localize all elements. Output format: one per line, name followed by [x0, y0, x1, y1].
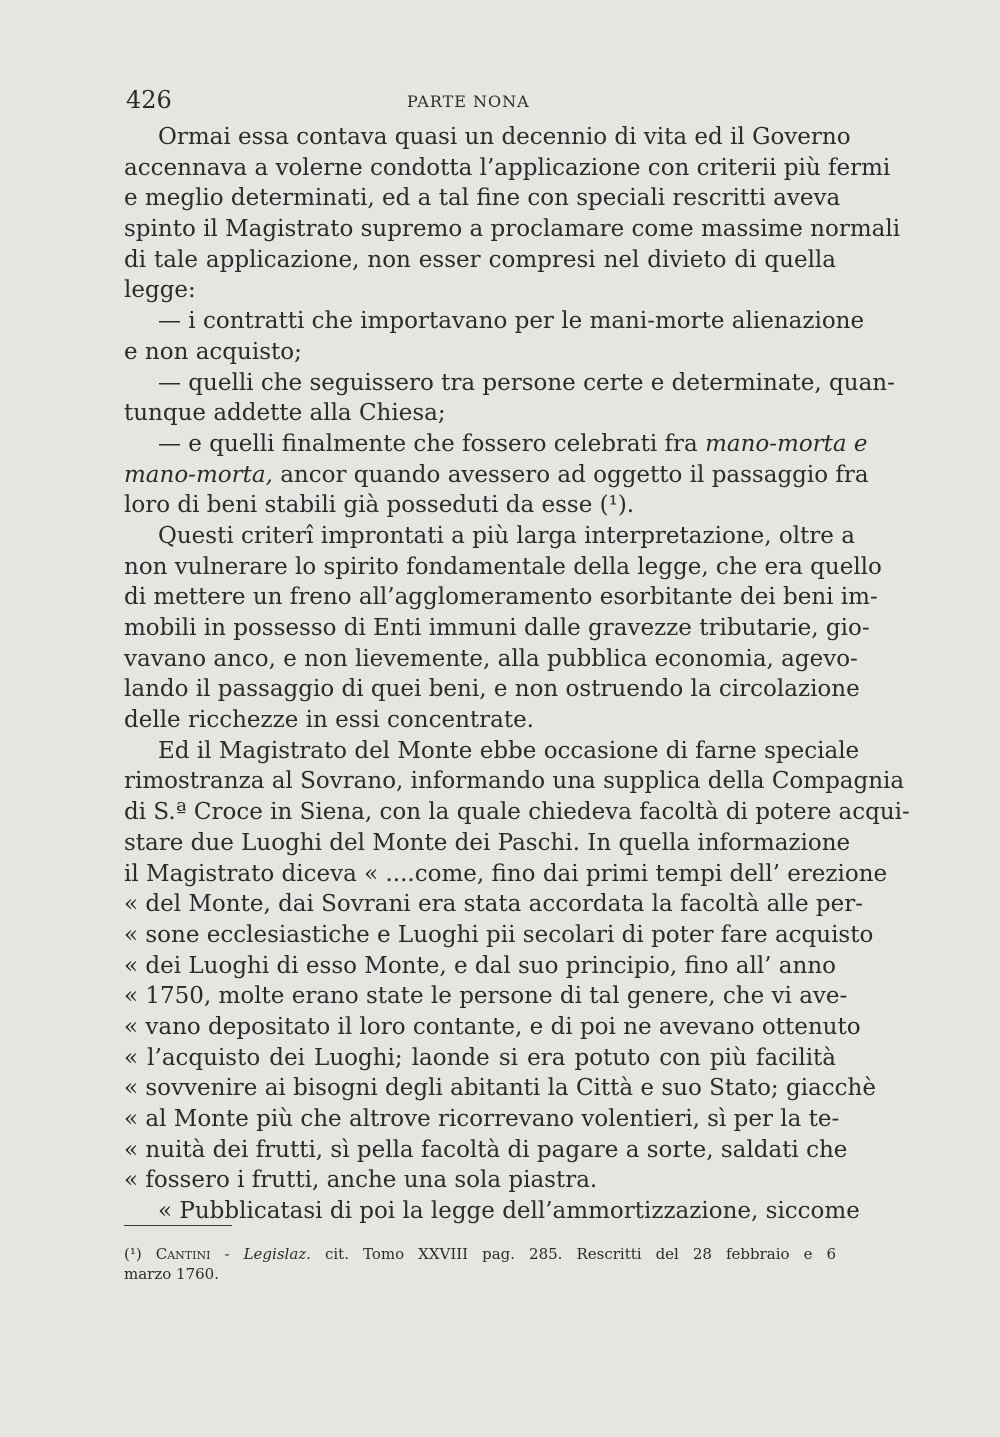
- quote-line: « sone ecclesiastiche e Luoghi pii secolari di poter fare acquisto: [124, 921, 874, 948]
- text-line: — quelli che seguissero tra persone certe e determinate, quan-: [158, 369, 895, 396]
- text-line: di mettere un freno all’agglomeramento esorbitante dei beni im-: [124, 584, 878, 611]
- text-line: mobili in possesso di Enti immuni dalle gravezze tributarie, gio-: [124, 615, 870, 641]
- quote-line: « Pubblicatasi di poi la legge dell’ammortizzazione, siccome: [158, 1198, 860, 1225]
- quote-line: « al Monte più che altrove ricorrevano volentieri, sì per la te-: [124, 1106, 840, 1132]
- quote-line: « dei Luoghi di esso Monte, e dal suo principio, fino all’ anno: [124, 952, 836, 979]
- text-line: spinto il Magistrato supremo a proclamare come massime normali: [124, 216, 901, 243]
- text-line: vavano anco, e non lievemente, alla pubblica economia, agevo-: [124, 645, 858, 672]
- text-line: loro di beni stabili già posseduti da esse (¹).: [124, 492, 635, 519]
- text-line: di S.ª Croce in Siena, con la quale chiedeva facoltà di potere acqui-: [124, 799, 910, 826]
- footnote-separator: -: [224, 1245, 230, 1263]
- page-header: [122, 86, 834, 116]
- text-line: delle ricchezze in essi concentrate.: [124, 707, 534, 734]
- text-line: accennava a volerne condotta l’applicazione con criterii più fermi: [124, 154, 891, 181]
- text-line: il Magistrato diceva « ....come, fino dai primi tempi dell’ erezione: [124, 860, 888, 887]
- footnote-work: Legislaz.: [243, 1245, 311, 1263]
- quote-line: « nuità dei frutti, sì pella facoltà di pagare a sorte, saldati che: [124, 1136, 848, 1163]
- footnote-author: Cantini: [155, 1245, 211, 1263]
- text-line: Questi criterî improntati a più larga interpretazione, oltre a: [158, 522, 855, 549]
- text-line: Ormai essa contava quasi un decennio di vita ed il Governo: [158, 124, 851, 150]
- running-head: PARTE NONA: [407, 92, 530, 111]
- text-line: di tale applicazione, non esser compresi nel divieto di quella: [124, 246, 836, 273]
- text-line: tunque addette alla Chiesa;: [124, 400, 446, 427]
- text-line: stare due Luoghi del Monte dei Paschi. In quella informazione: [124, 829, 851, 856]
- footnote-marker: (¹): [124, 1245, 142, 1263]
- text-line: legge:: [124, 277, 196, 304]
- quote-line: « fossero i frutti, anche una sola piastra.: [124, 1167, 598, 1194]
- text-line: e non acquisto;: [124, 338, 302, 365]
- text-line: Ed il Magistrato del Monte ebbe occasione di farne speciale: [158, 737, 860, 764]
- text-line: lando il passaggio di quei beni, e non ostruendo la circolazione: [124, 676, 860, 703]
- footnote: [124, 1244, 836, 1284]
- italic-term: mano-morta,: [124, 461, 273, 488]
- text-line: rimostranza al Sovrano, informando una supplica della Compagnia: [124, 768, 905, 795]
- text-line: — i contratti che importavano per le mani-morte alienazione: [158, 308, 865, 335]
- quote-line: « del Monte, dai Sovrani era stata accordata la facoltà alle per-: [124, 891, 864, 918]
- text-run: — e quelli finalmente che fossero celebrati fra: [158, 430, 698, 457]
- body-text: [124, 122, 910, 1227]
- footnote-line: [124, 1244, 836, 1264]
- text-run: ancor quando avessero ad oggetto il passaggio fra: [280, 461, 869, 488]
- quote-line: « 1750, molte erano state le persone di tal genere, che vi ave-: [124, 983, 848, 1010]
- italic-term: mano-morta e: [705, 430, 868, 457]
- quote-line: « vano depositato il loro contante, e di poi ne avevano ottenuto: [124, 1013, 861, 1040]
- text-line: [124, 460, 869, 491]
- text-line: e meglio determinati, ed a tal fine con speciali rescritti aveva: [124, 185, 841, 212]
- text-line: [124, 429, 868, 460]
- quote-line: « sovvenire ai bisogni degli abitanti la Città e suo Stato; giacchè: [124, 1075, 876, 1102]
- footnote-line: marzo 1760.: [124, 1265, 219, 1283]
- footnote-rule: [124, 1225, 232, 1226]
- text-line: non vulnerare lo spirito fondamentale della legge, che era quello: [124, 553, 882, 580]
- page-number: 426: [126, 86, 172, 114]
- footnote-citation: cit. Tomo XXVIII pag. 285. Rescritti del 28 febbraio e 6: [324, 1245, 837, 1263]
- quote-line: « l’acquisto dei Luoghi; laonde si era potuto con più facilità: [124, 1044, 836, 1071]
